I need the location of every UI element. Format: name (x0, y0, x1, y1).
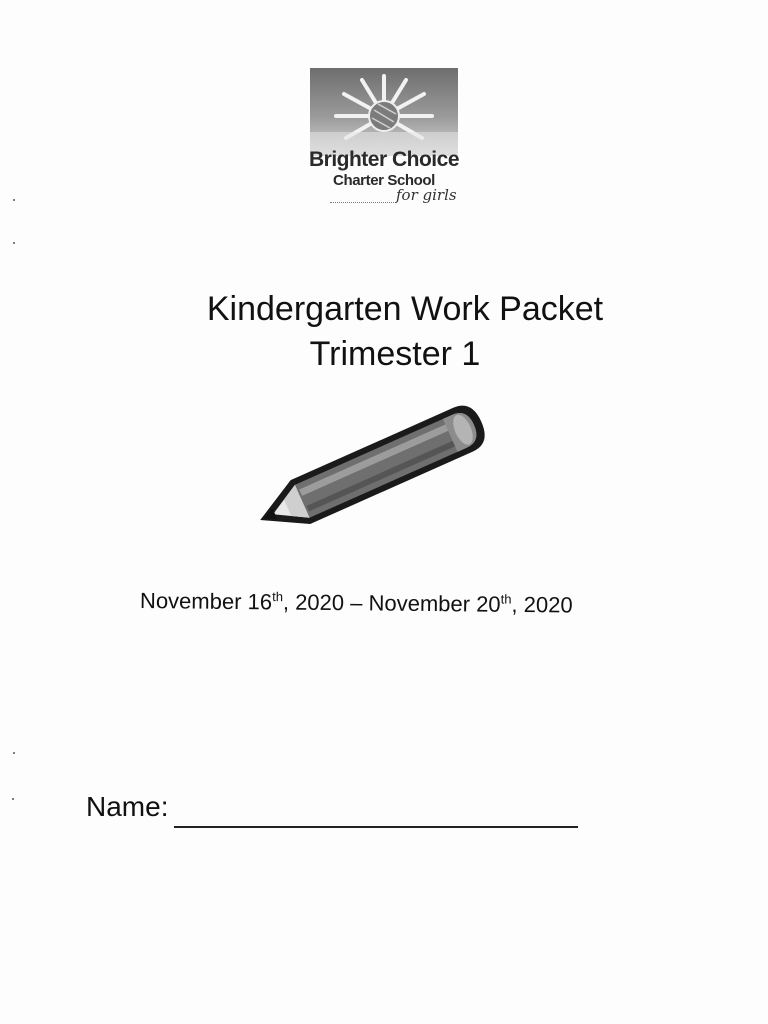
trimester-title: Trimester 1 (309, 335, 481, 373)
logo-text-for-girls: for girls (396, 186, 457, 204)
date-range (140, 588, 573, 619)
pencil-icon (236, 404, 500, 540)
end-date-suffix: th (500, 591, 512, 607)
start-date: November 16 (139, 588, 273, 615)
logo-text-school-name: Brighter Choice (308, 148, 460, 171)
sun-icon (306, 66, 462, 158)
scan-speck (13, 752, 15, 754)
date-separator: – (343, 590, 369, 616)
scan-speck (13, 242, 15, 244)
scan-speck (13, 199, 15, 201)
name-label: Name: (86, 791, 169, 822)
start-date-suffix: th (272, 589, 284, 605)
start-year: , 2020 (282, 589, 345, 616)
logo-underline (330, 202, 396, 203)
scan-speck (12, 798, 14, 800)
name-write-line (174, 826, 578, 828)
end-date: November 20 (368, 590, 501, 617)
end-year: , 2020 (511, 591, 573, 618)
packet-title: Kindergarten Work Packet (206, 290, 604, 328)
school-logo (296, 62, 472, 222)
logo-text-charter-school: Charter School (333, 172, 435, 189)
